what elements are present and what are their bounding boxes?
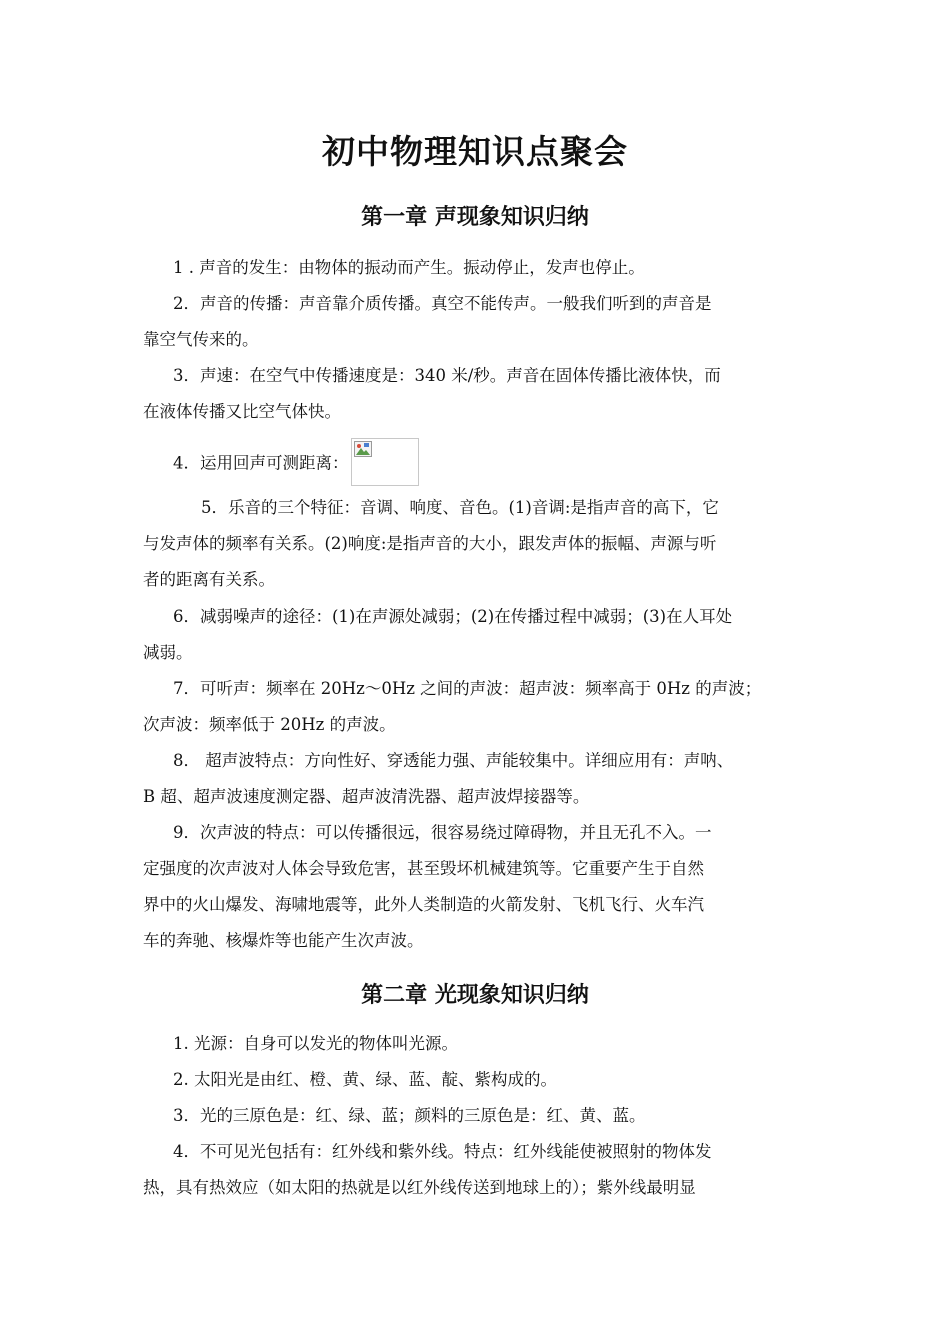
paragraph-line: 1 . 声音的发生：由物体的振动而产生。振动停止，发声也停止。	[173, 258, 645, 277]
ch1-paragraph-7	[143, 671, 811, 743]
paragraph-line: 热，具有热效应（如太阳的热就是以红外线传送到地球上的）；紫外线最明显	[143, 1178, 696, 1197]
ch2-paragraph-1	[143, 1026, 811, 1062]
paragraph-line: 减弱。	[143, 643, 193, 662]
paragraph-line: 2．声音的传播：声音靠介质传播。真空不能传声。一般我们听到的声音是	[173, 294, 712, 313]
paragraph-line	[143, 440, 811, 476]
paragraph-line: 6．减弱噪声的途径：(1)在声源处减弱；(2)在传播过程中减弱；(3)在人耳处	[173, 607, 733, 626]
paragraph-line: 2. 太阳光是由红、橙、黄、绿、蓝、靛、紫构成的。	[173, 1070, 557, 1089]
paragraph-line: 1. 光源：自身可以发光的物体叫光源。	[173, 1034, 458, 1053]
ch1-paragraph-8	[143, 743, 811, 815]
ch2-paragraph-4	[143, 1134, 811, 1206]
ch1-paragraph-1	[143, 250, 811, 286]
paragraph-line: 8． 超声波特点：方向性好、穿透能力强、声能较集中。详细应用有：声呐、	[173, 751, 734, 770]
broken-image-icon	[354, 441, 372, 457]
ch1-paragraph-5	[143, 490, 811, 598]
ch1-paragraph-2	[143, 286, 811, 358]
echo-diagram-image	[351, 438, 419, 486]
ch2-paragraph-2	[143, 1062, 811, 1098]
paragraph-line: 定强度的次声波对人体会导致危害，甚至毁坏机械建筑等。它重要产生于自然	[143, 859, 704, 878]
paragraph-line: 3．声速：在空气中传播速度是：340 米/秒。声音在固体传播比液体快，而	[173, 366, 721, 385]
paragraph-line: 车的奔驰、核爆炸等也能产生次声波。	[143, 931, 424, 950]
paragraph-line: 5．乐音的三个特征：音调、响度、音色。(1)音调:是指声音的高下，它	[201, 498, 719, 517]
chapter-2-heading: 第二章 光现象知识归纳	[361, 982, 589, 1008]
paragraph-text: 4．运用回声可测距离：	[173, 453, 349, 473]
paragraph-line: 7．可听声：频率在 20Hz～0Hz 之间的声波：超声波：频率高于 0Hz 的声波；	[173, 679, 762, 698]
paragraph-line: 在液体传播又比空气体快。	[143, 402, 341, 421]
ch2-paragraph-3	[143, 1098, 811, 1134]
ch1-paragraph-9	[143, 815, 811, 959]
paragraph-line: 4．不可见光包括有：红外线和紫外线。特点：红外线能使被照射的物体发	[173, 1142, 712, 1161]
paragraph-line: B 超、超声波速度测定器、超声波清洗器、超声波焊接器等。	[143, 787, 590, 806]
paragraph-line: 9．次声波的特点：可以传播很远，很容易绕过障碍物，并且无孔不入。一	[173, 823, 712, 842]
paragraph-line: 3．光的三原色是：红、绿、蓝；颜料的三原色是：红、黄、蓝。	[173, 1106, 646, 1125]
paragraph-line: 靠空气传来的。	[143, 330, 259, 349]
paragraph-line: 与发声体的频率有关系。(2)响度:是指声音的大小，跟发声体的振幅、声源与听	[143, 534, 717, 553]
chapter-1-heading: 第一章 声现象知识归纳	[361, 204, 589, 230]
ch1-paragraph-6	[143, 599, 811, 671]
document-title: 初中物理知识点聚会	[322, 132, 628, 171]
ch1-paragraph-3	[143, 358, 811, 430]
paragraph-line: 界中的火山爆发、海啸地震等，此外人类制造的火箭发射、飞机飞行、火车汽	[143, 895, 704, 914]
ch1-paragraph-4	[143, 440, 811, 476]
paragraph-line: 次声波：频率低于 20Hz 的声波。	[143, 715, 396, 734]
paragraph-line: 者的距离有关系。	[143, 570, 275, 589]
